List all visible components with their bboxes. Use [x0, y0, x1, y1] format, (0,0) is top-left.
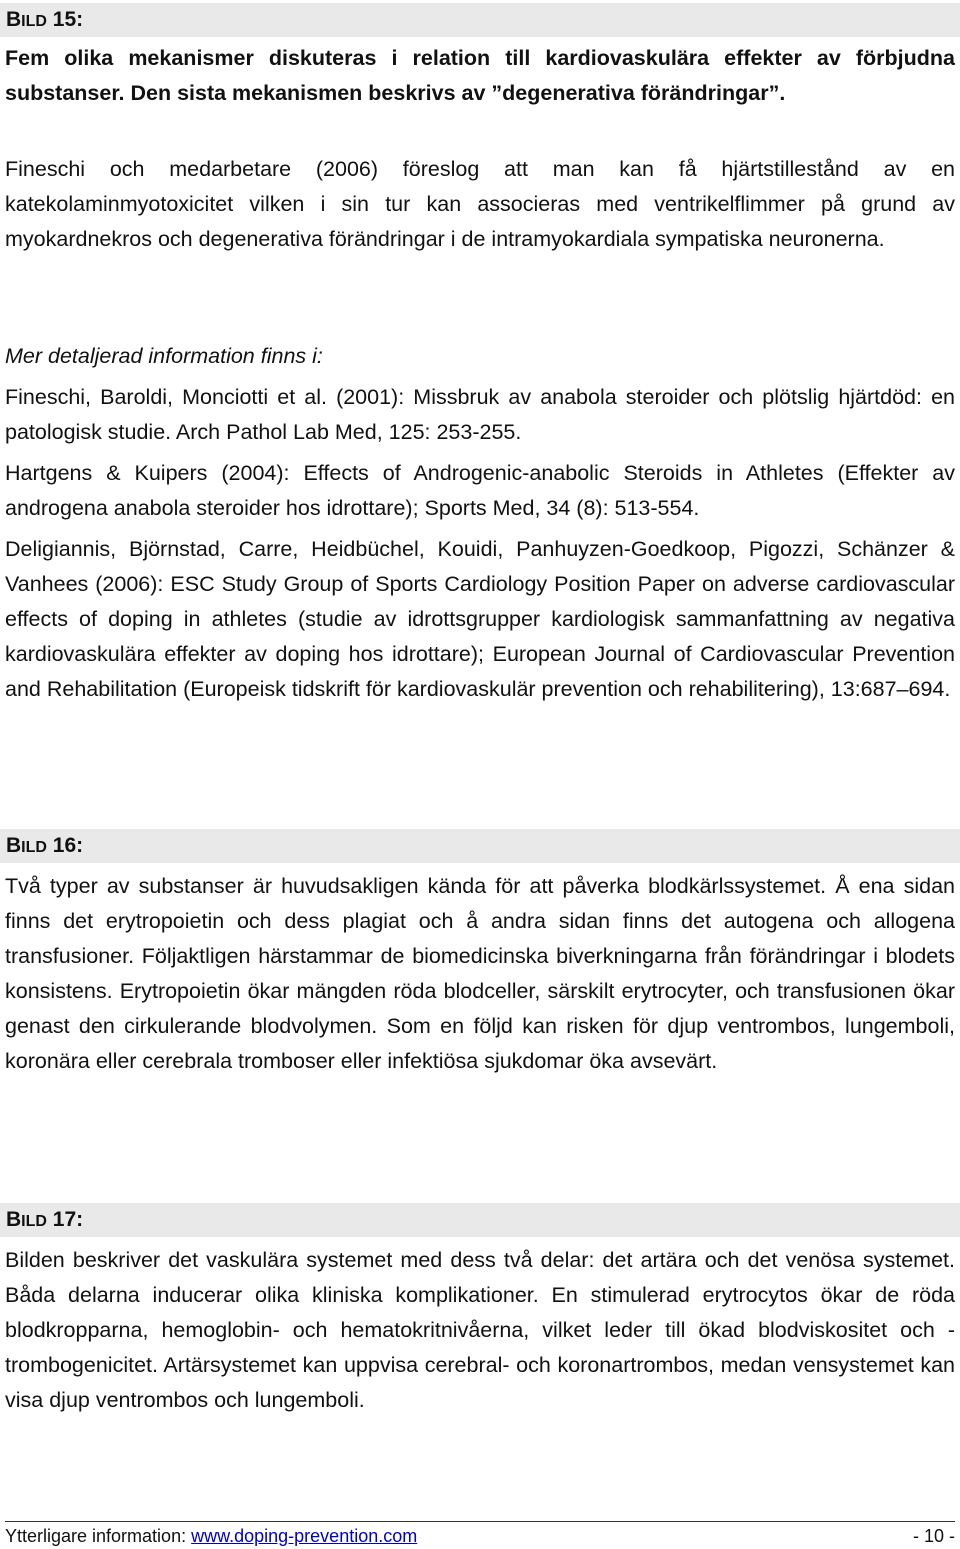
- heading-number: 15:: [52, 8, 84, 31]
- section-16-paragraph: Två typer av substanser är huvudsakligen kända för att påverka blodkärlssystemet. Å ena sidan finns det erytropoietin och dess plagiat och å andra sidan finns det autogena och allogena transfusioner. Följaktligen härstammar de biomedicinska biverkningarna från förändringar i blodets konsistens. Erytropoietin ökar mängden röda blodceller, särskilt erytrocyter, och transfusionen ökar genast den cirkulerande blodvolymen. Som en följd kan risken för djup ventrombos, lungemboli, koronära eller cerebrala tromboser eller infektiösa sjukdomar öka avsevärt.: [5, 874, 955, 1073]
- footer-divider: [5, 1521, 955, 1522]
- heading-number: 16:: [52, 834, 84, 857]
- footer-website-link[interactable]: www.doping-prevention.com: [191, 1526, 418, 1546]
- heading-number: 17:: [52, 1208, 84, 1231]
- heading-initial: B: [6, 834, 22, 857]
- page-number: - 10 -: [912, 1526, 955, 1546]
- footer-info: [5, 1525, 417, 1547]
- section-heading-bild-16: [0, 829, 960, 863]
- more-info-label: Mer detaljerad information finns i:: [5, 344, 323, 368]
- heading-smallcaps: ILD: [21, 1213, 47, 1230]
- footer-label: Ytterligare information:: [5, 1526, 187, 1546]
- heading-initial: B: [6, 8, 22, 31]
- section-17-paragraph: Bilden beskriver det vaskulära systemet med dess två delar: det artära och det venösa systemet. Båda delarna inducerar olika kliniska komplikationer. En stimulerad erytrocytos ökar de röda blodkropparna, hemoglobin- och hematokritnivåerna, vilket leder till ökad blodviskositet och -trombogenicitet. Artärsystemet kan uppvisa cerebral- och koronartrombos, medan vensystemet kan visa djup ventrombos och lungemboli.: [5, 1248, 955, 1412]
- section-15-intro: Fem olika mekanismer diskuteras i relation till kardiovaskulära effekter av förbjudna substanser. Den sista mekanismen beskrivs av ”degenerativa förändringar”.: [5, 46, 955, 105]
- heading-smallcaps: ILD: [21, 13, 47, 30]
- reference-fineschi: Fineschi, Baroldi, Monciotti et al. (2001): Missbruk av anabola steroider och plötslig hjärtdöd: en patologisk studie. Arch Pathol Lab Med, 125: 253-255.: [5, 385, 955, 444]
- section-heading-bild-17: [0, 1203, 960, 1237]
- heading-smallcaps: ILD: [21, 839, 47, 856]
- heading-initial: B: [6, 1208, 22, 1231]
- reference-hartgens: Hartgens & Kuipers (2004): Effects of Androgenic-anabolic Steroids in Athletes (Effekter av androgena anabola steroider hos idrottare); Sports Med, 34 (8): 513-554.: [5, 461, 955, 520]
- section-heading-bild-15: [0, 3, 960, 37]
- reference-deligiannis: Deligiannis, Björnstad, Carre, Heidbüchel, Kouidi, Panhuyzen-Goedkoop, Pigozzi, Schänzer & Vanhees (2006): ESC Study Group of Sports Cardiology Position Paper on adverse cardiovascular effects of doping in athletes (studie av idrottsgrupper kardiologisk sammanfattning av negativa kardiovaskulära effekter av doping hos idrottare); European Journal of Cardiovascular Prevention and Rehabilitation (Europeisk tidskrift för kardiovaskulär prevention och rehabilitering), 13:687–694.: [5, 537, 955, 701]
- section-15-paragraph: Fineschi och medarbetare (2006) föreslog att man kan få hjärtstillestånd av en katekolaminmyotoxicitet vilken i sin tur kan associeras med ventrikelflimmer på grund av myokardnekros och degenerativa förändringar i de intramyokardiala sympatiska neuronerna.: [5, 157, 955, 251]
